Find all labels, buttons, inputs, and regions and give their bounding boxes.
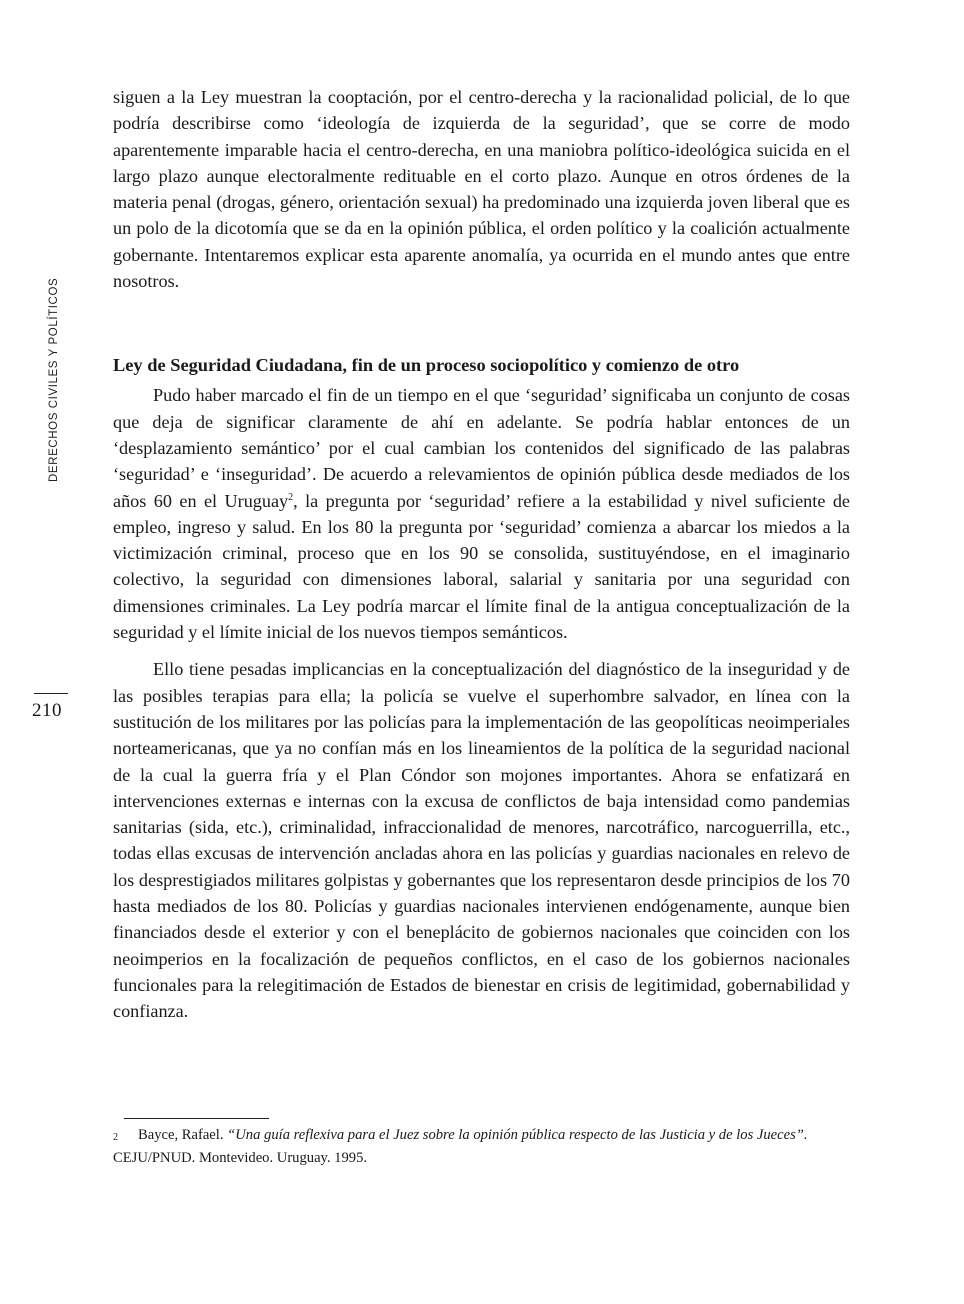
section-heading: Ley de Seguridad Ciudadana, fin de un proceso sociopolítico y comienzo de otro (113, 355, 740, 376)
paragraph-2 (113, 382, 850, 645)
paragraph-2-text-b: , la pregunta por ‘seguridad’ refiere a la estabilidad y nivel suficiente de empleo, ingreso y salud. En los 80 la pregunta por ‘seguridad’ comienza a abarcar los miedos a la victimización criminal, proceso que en los 90 se consolida, sustituyéndose, en el imaginario colectivo, la seguridad con dimensiones laboral, salarial y sanitaria por una seguridad con dimensiones criminales. La Ley podría marcar el límite final de la antigua conceptualización de la seguridad y el límite inicial de los nuevos tiempos semánticos. (113, 490, 850, 643)
footnote-number: 2 (113, 1132, 118, 1143)
body-text (113, 84, 850, 1025)
footnote-reference[interactable]: 2 (288, 491, 294, 503)
page-number-rule (34, 693, 68, 694)
footnote-publisher: CEJU/PNUD. Montevideo. Uruguay. 1995. (113, 1150, 368, 1166)
paragraph-3: Ello tiene pesadas implicancias en la conceptualización del diagnóstico de la inseguridad y de las posibles terapias para ella; la policía se vuelve el superhombre salvador, en línea con la sustitución de los militares por las policías para la implementación de las geopolíticas neoimperiales norteamericanas, que ya no confían más en los lineamientos de la política de la seguridad nacional de la cual la guerra fría y el Plan Cóndor son mojones importantes. Ahora se enfatizará en intervenciones externas e internas con la excusa de conflictos de baja intensidad como pandemias sanitarias (sida, etc.), criminalidad, infraccionalidad de menores, narcotráfico, narcoguerrilla, etc., todas ellas excusas de intervención ancladas ahora en las policías y guardias nacionales en relevo de los desprestigiados militares golpistas y gobernantes que los representaron desde principios de los 70 hasta mediados de los 80. Policías y guardias nacionales intervienen endógenamente, aunque bien financiados desde el exterior y con el beneplácito de gobiernos nacionales que coinciden con los neoimperios en la focalización de pequeños conflictos, en el caso de los gobiernos nacionales funcionales para la relegitimación de Estados de bienestar en crisis de legitimidad, gobernabilidad y confianza. (113, 659, 850, 1022)
running-header-vertical: DERECHOS CIVILES Y POLÍTICOS (48, 277, 60, 482)
footnote-title: “Una guía reflexiva para el Juez sobre la opinión pública respecto de las Justicia y de los Jueces”. (227, 1127, 808, 1143)
paragraph-1: siguen a la Ley muestran la cooptación, por el centro-derecha y la racionalidad policial, de lo que podría describirse como ‘ideología de izquierda de la seguridad’, que se corre de modo aparentemente imparable hacia el centro-derecha, en una maniobra político-ideológica suicida en el largo plazo aunque electoralmente redituable en el corto plazo. Aunque en otros órdenes de la materia penal (drogas, género, orientación sexual) ha predominado una izquierda joven liberal que es un polo de la dicotomía que se da en la opinión pública, el orden político y la coalición actualmente gobernante. Intentaremos explicar esta aparente anomalía, ya ocurrida en el mundo antes que entre nosotros. (113, 87, 850, 292)
page-number: 210 (32, 700, 62, 721)
footnote (113, 1124, 850, 1170)
footnote-divider (124, 1118, 269, 1119)
footnote-author: Bayce, Rafael. (138, 1127, 224, 1143)
paragraph-2-text-a: Pudo haber marcado el fin de un tiempo en el que ‘seguridad’ significaba un conjunto de cosas que deja de significar claramente de ahí en adelante. Se podría hablar entonces de un ‘desplazamiento semántico’ por el cual cambian los contenidos del significado de las palabras ‘seguridad’ e ‘inseguridad’. De acuerdo a relevamientos de opinión pública desde mediados de los años 60 en el Uruguay (113, 385, 850, 511)
